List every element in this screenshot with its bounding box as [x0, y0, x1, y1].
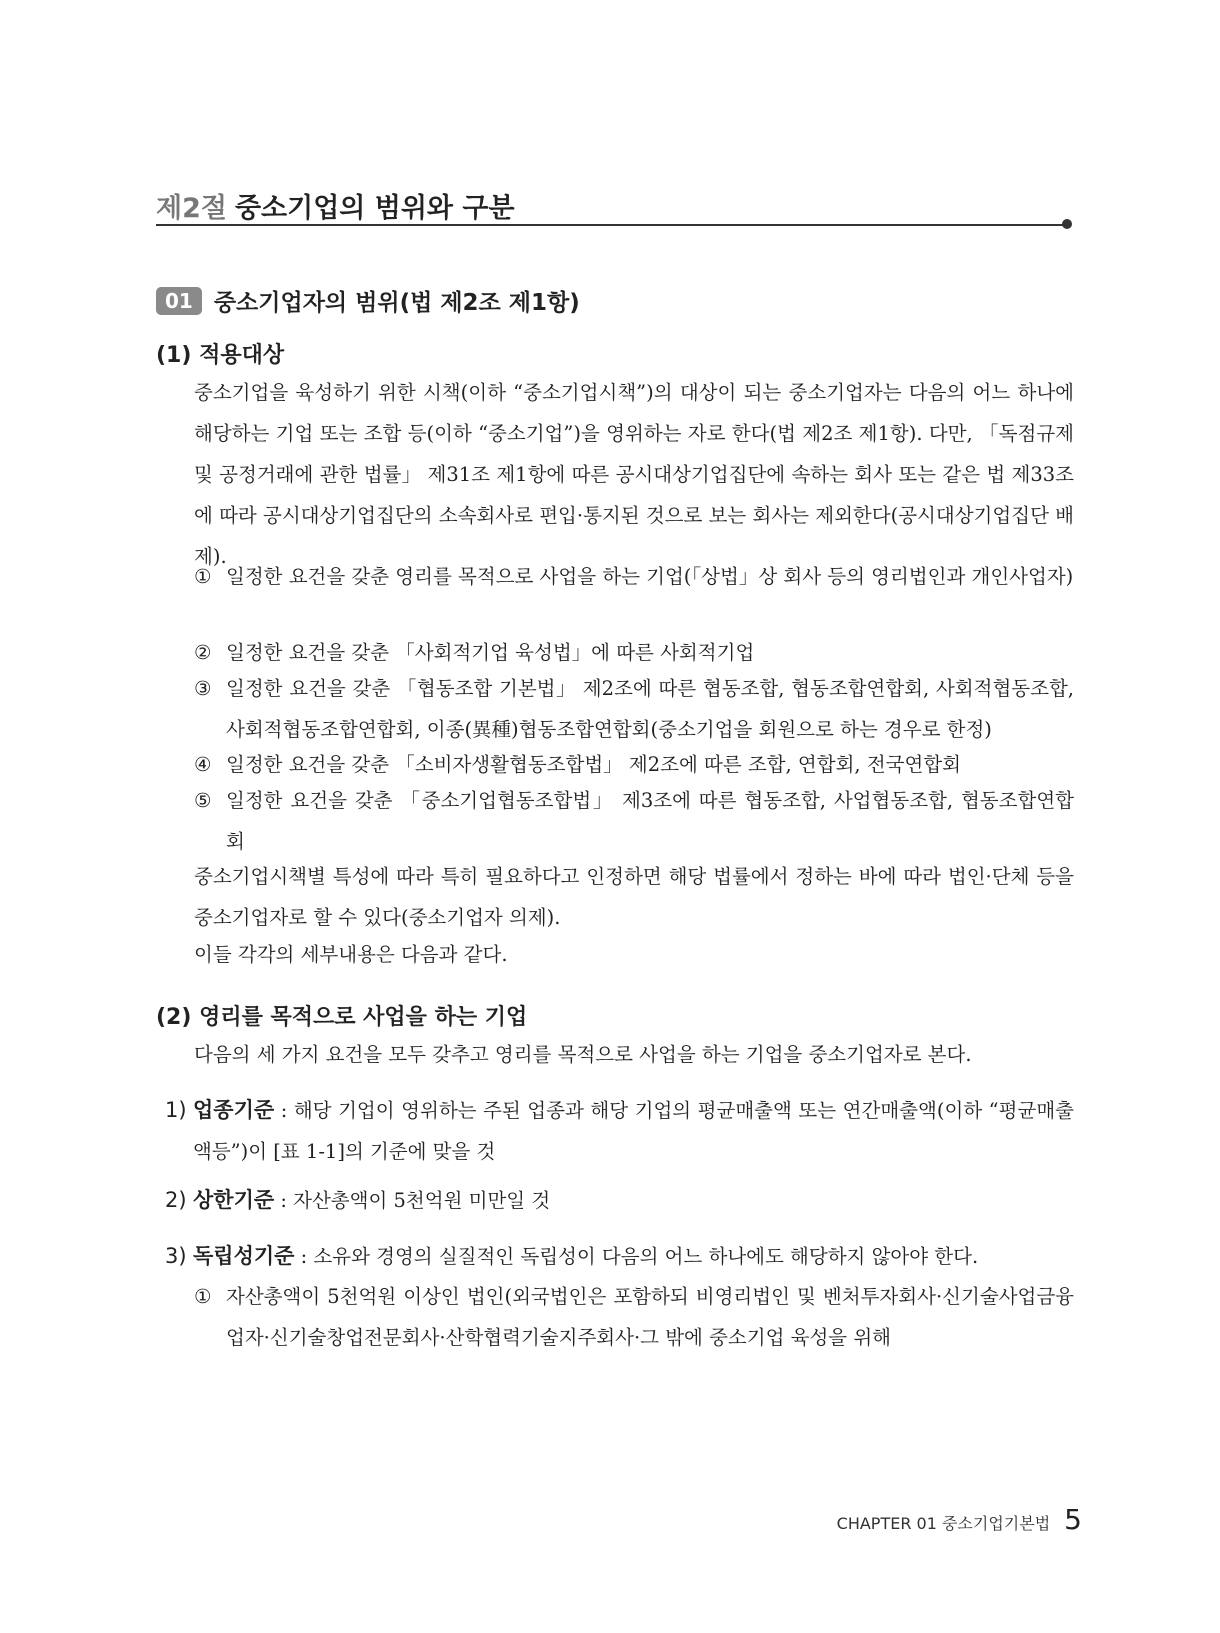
page-number: 5 — [1064, 1503, 1082, 1536]
requirement-text: : 해당 기업이 영위하는 주된 업종과 해당 기업의 평균매출액 또는 연간매출액(이하 “평균매출액등”)이 [표 1-1]의 기준에 맞을 것 — [193, 1099, 1074, 1163]
subsection-title — [156, 284, 580, 317]
requirement-label: 독립성기준 — [193, 1244, 295, 1268]
page-footer — [837, 1503, 1082, 1536]
paragraph-deemed: 중소기업시책별 특성에 따라 특히 필요하다고 인정하면 해당 법률에서 정하는 바에 따라 법인·단체 등을 중소기업자로 할 수 있다(중소기업자 의제). — [194, 865, 1074, 929]
requirement-industry — [165, 1090, 1074, 1172]
section-title-text: 중소기업의 범위와 구분 — [234, 193, 515, 224]
list-item — [194, 668, 1074, 750]
list-marker: ④ — [194, 753, 212, 776]
heading-for-profit-business: (2) 영리를 목적으로 사업을 하는 기업 — [156, 1005, 528, 1030]
requirement-text: : 자산총액이 5천억원 미만일 것 — [274, 1189, 551, 1212]
list-item-text: 일정한 요건을 갖춘 「사회적기업 육성법」에 따른 사회적기업 — [226, 641, 755, 664]
list-marker: ① — [194, 565, 212, 588]
requirement-label: 상한기준 — [193, 1188, 275, 1212]
requirement-label: 업종기준 — [193, 1098, 275, 1122]
heading-applicable-targets: (1) 적용대상 — [156, 343, 285, 368]
list-item-text: 자산총액이 5천억원 이상인 법인(외국법인은 포함하되 비영리법인 및 벤처투자회사·신기술사업금융업자·신기술창업전문회사·산학협력기술지주회사·그 밖에 중소기업 육성을 위해 — [226, 1285, 1074, 1349]
list-item — [194, 632, 1074, 673]
paragraph-part2-intro: 다음의 세 가지 요건을 모두 갖추고 영리를 목적으로 사업을 하는 기업을 중소기업자로 본다. — [194, 1043, 972, 1066]
requirement-upper-limit — [165, 1180, 1074, 1221]
requirement-independence — [165, 1236, 1074, 1277]
requirement-marker: 2) — [165, 1188, 187, 1212]
list-item-text: 일정한 요건을 갖춘 「소비자생활협동조합법」 제2조에 따른 조합, 연합회, 전국연합회 — [226, 753, 962, 776]
subsection-badge: 01 — [156, 287, 202, 315]
list-marker: ② — [194, 641, 212, 664]
chapter-label: CHAPTER 01 중소기업기본법 — [836, 1514, 1051, 1533]
subsection-title-text: 중소기업자의 범위(법 제2조 제1항) — [213, 290, 580, 316]
requirement-text: : 소유와 경영의 실질적인 독립성이 다음의 어느 하나에도 해당하지 않아야 한다. — [294, 1245, 979, 1268]
section-rule-dot — [1062, 219, 1072, 229]
list-marker: ⑤ — [194, 789, 212, 812]
list-item — [194, 744, 1074, 785]
list-item-text: 일정한 요건을 갖춘 「협동조합 기본법」 제2조에 따른 협동조합, 협동조합연합회, 사회적협동조합, 사회적협동조합연합회, 이종(異種)협동조합연합회(중소기업을 회원으로 하는 경우로 한정) — [226, 677, 1074, 741]
list-marker: ① — [194, 1285, 212, 1308]
list-marker: ③ — [194, 677, 212, 700]
requirement-marker: 1) — [165, 1098, 187, 1122]
list-item — [194, 1276, 1074, 1358]
paragraph-intro: 중소기업을 육성하기 위한 시책(이하 “중소기업시책”)의 대상이 되는 중소기업자는 다음의 어느 하나에 해당하는 기업 또는 조합 등(이하 “중소기업”)을 영위하는 자로 한다(법 제2조 제1항). 다만, 「독점규제 및 공정거래에 관한 법률」 제31조 제1항에 따른 공시대상기업집단에 속하는 회사 또는 같은 법 제33조에 따라 공시대상기업집단의 소속회사로 편입·통지된 것으로 보는 회사는 제외한다(공시대상기업집단 배제). — [194, 381, 1074, 568]
section-rule — [156, 224, 1066, 226]
section-number: 제2절 — [156, 193, 227, 224]
list-item — [194, 780, 1074, 862]
section-title — [156, 186, 515, 225]
paragraph-closing: 이들 각각의 세부내용은 다음과 같다. — [194, 943, 508, 966]
list-item-text: 일정한 요건을 갖춘 「중소기업협동조합법」 제3조에 따른 협동조합, 사업협동조합, 협동조합연합회 — [226, 789, 1074, 853]
list-item-text: 일정한 요건을 갖춘 영리를 목적으로 사업을 하는 기업(「상법」상 회사 등의 영리법인과 개인사업자) — [226, 565, 1074, 588]
list-item — [194, 556, 1074, 597]
requirement-marker: 3) — [165, 1244, 187, 1268]
